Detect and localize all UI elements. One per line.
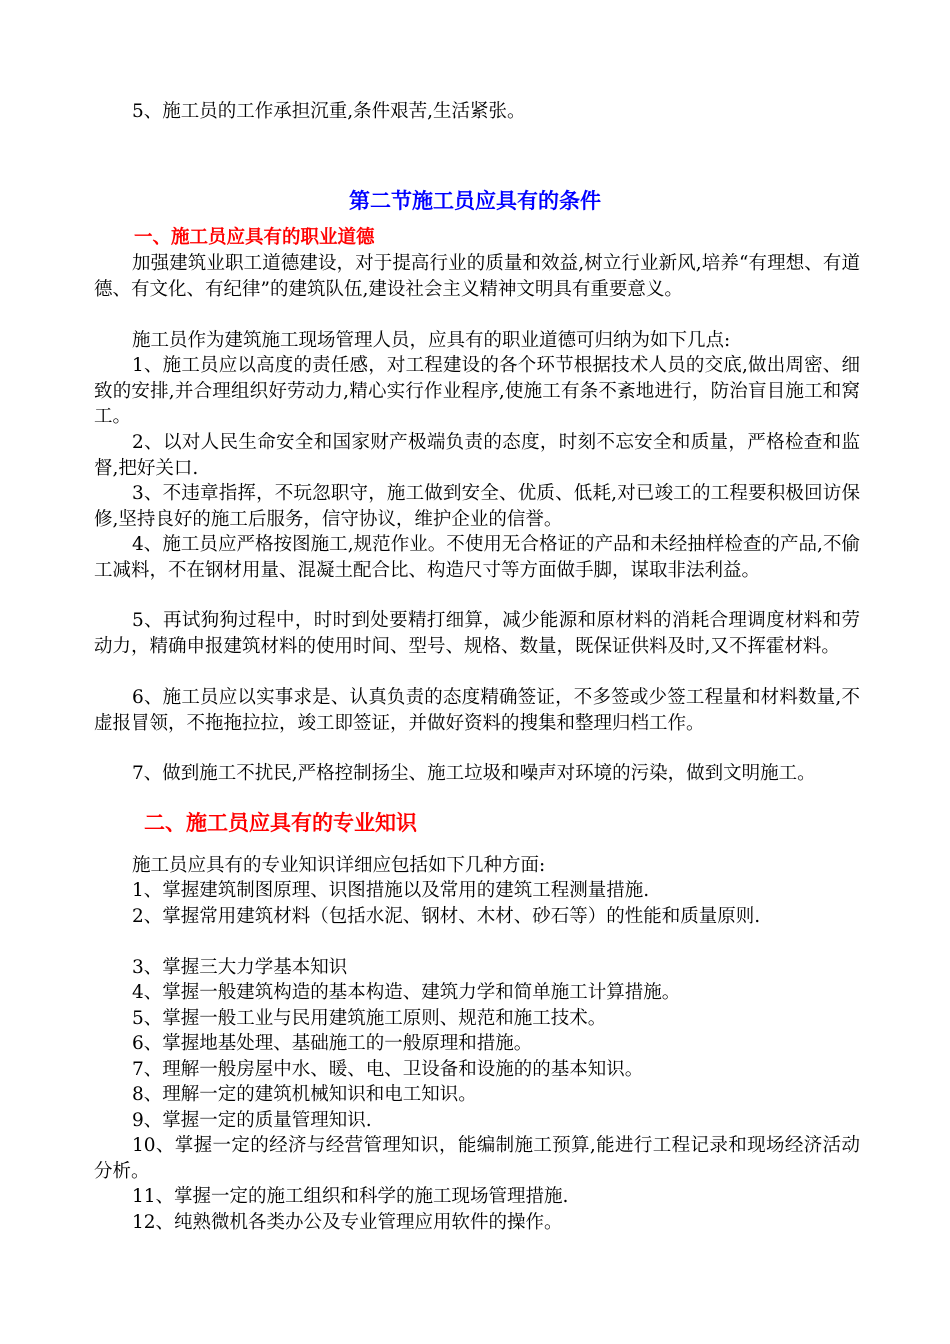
list-item: 1、施工员应以高度的责任感，对工程建设的各个环节根据技术人员的交底,做出周密、细致的安排,并合理组织好劳动力,精心实行作业程序,使施工有条不紊地进行，防治盲目施工和窝工。 [94,355,860,427]
list-item: 9、掌握一定的质量管理知识. [132,1110,372,1131]
list-item: 10、掌握一定的经济与经营管理知识，能编制施工预算,能进行工程记录和现场经济活动分析。 [94,1135,860,1182]
list-item: 6、施工员应以实事求是、认真负责的态度精确签证，不多签或少签工程量和材料数量,不虚报冒领，不拖拖拉拉，竣工即签证，并做好资料的搜集和整理归档工作。 [94,687,860,734]
list-item: 2、以对人民生命安全和国家财产极端负责的态度，时刻不忘安全和质量，严格检查和监督,把好关口. [94,432,860,479]
list-item: 4、施工员应严格按图施工,规范作业。不使用无合格证的产品和未经抽样检查的产品,不偷工减料，不在钢材用量、混凝土配合比、构造尺寸等方面做手脚，谋取非法利益。 [94,534,860,581]
paragraph: 施工员应具有的专业知识详细应包括如下几种方面: [132,855,546,876]
list-item: 11、掌握一定的施工组织和科学的施工现场管理措施. [132,1186,569,1207]
list-item: 1、掌握建筑制图原理、识图措施以及常用的建筑工程测量措施. [132,880,650,901]
list-item: 3、掌握三大力学基本知识 [132,957,348,978]
paragraph: 施工员作为建筑施工现场管理人员，应具有的职业道德可归纳为如下几点: [132,330,731,351]
list-item: 2、掌握常用建筑材料（包括水泥、钢材、木材、砂石等）的性能和质量原则. [132,906,761,927]
list-item: 6、掌握地基处理、基础施工的一般原理和措施。 [132,1033,533,1054]
list-item: 3、不违章指挥，不玩忽职守，施工做到安全、优质、低耗,对已竣工的工程要积极回访保修,坚持良好的施工后服务，信守协议，维护企业的信誉。 [94,483,860,530]
top-list-item: 5、施工员的工作承担沉重,条件艰苦,生活紧张。 [132,101,526,122]
part1-heading: 一、施工员应具有的职业道德 [134,227,375,248]
list-item: 7、做到施工不扰民,严格控制扬尘、施工垃圾和噪声对环境的污染，做到文明施工。 [132,763,816,784]
list-item: 8、理解一定的建筑机械知识和电工知识。 [132,1084,477,1105]
list-item: 5、掌握一般工业与民用建筑施工原则、规范和施工技术。 [132,1008,607,1029]
list-item: 7、理解一般房屋中水、暖、电、卫设备和设施的的基本知识。 [132,1059,644,1080]
section-title: 第二节施工员应具有的条件 [349,189,601,213]
list-item: 12、纯熟微机各类办公及专业管理应用软件的操作。 [132,1212,563,1233]
paragraph: 加强建筑业职工道德建设，对于提高行业的质量和效益,树立行业新风,培养“有理想、有道德、有文化、有纪律”的建筑队伍,建设社会主义精神文明具有重要意义。 [94,253,860,300]
part2-heading: 二、施工员应具有的专业知识 [144,811,417,835]
list-item: 4、掌握一般建筑构造的基本构造、建筑力学和简单施工计算措施。 [132,982,681,1003]
list-item: 5、再试狗狗过程中，时时到处要精打细算，减少能源和原材料的消耗合理调度材料和劳动力，精确申报建筑材料的使用时间、型号、规格、数量，既保证供料及时,又不挥霍材料。 [94,610,860,657]
